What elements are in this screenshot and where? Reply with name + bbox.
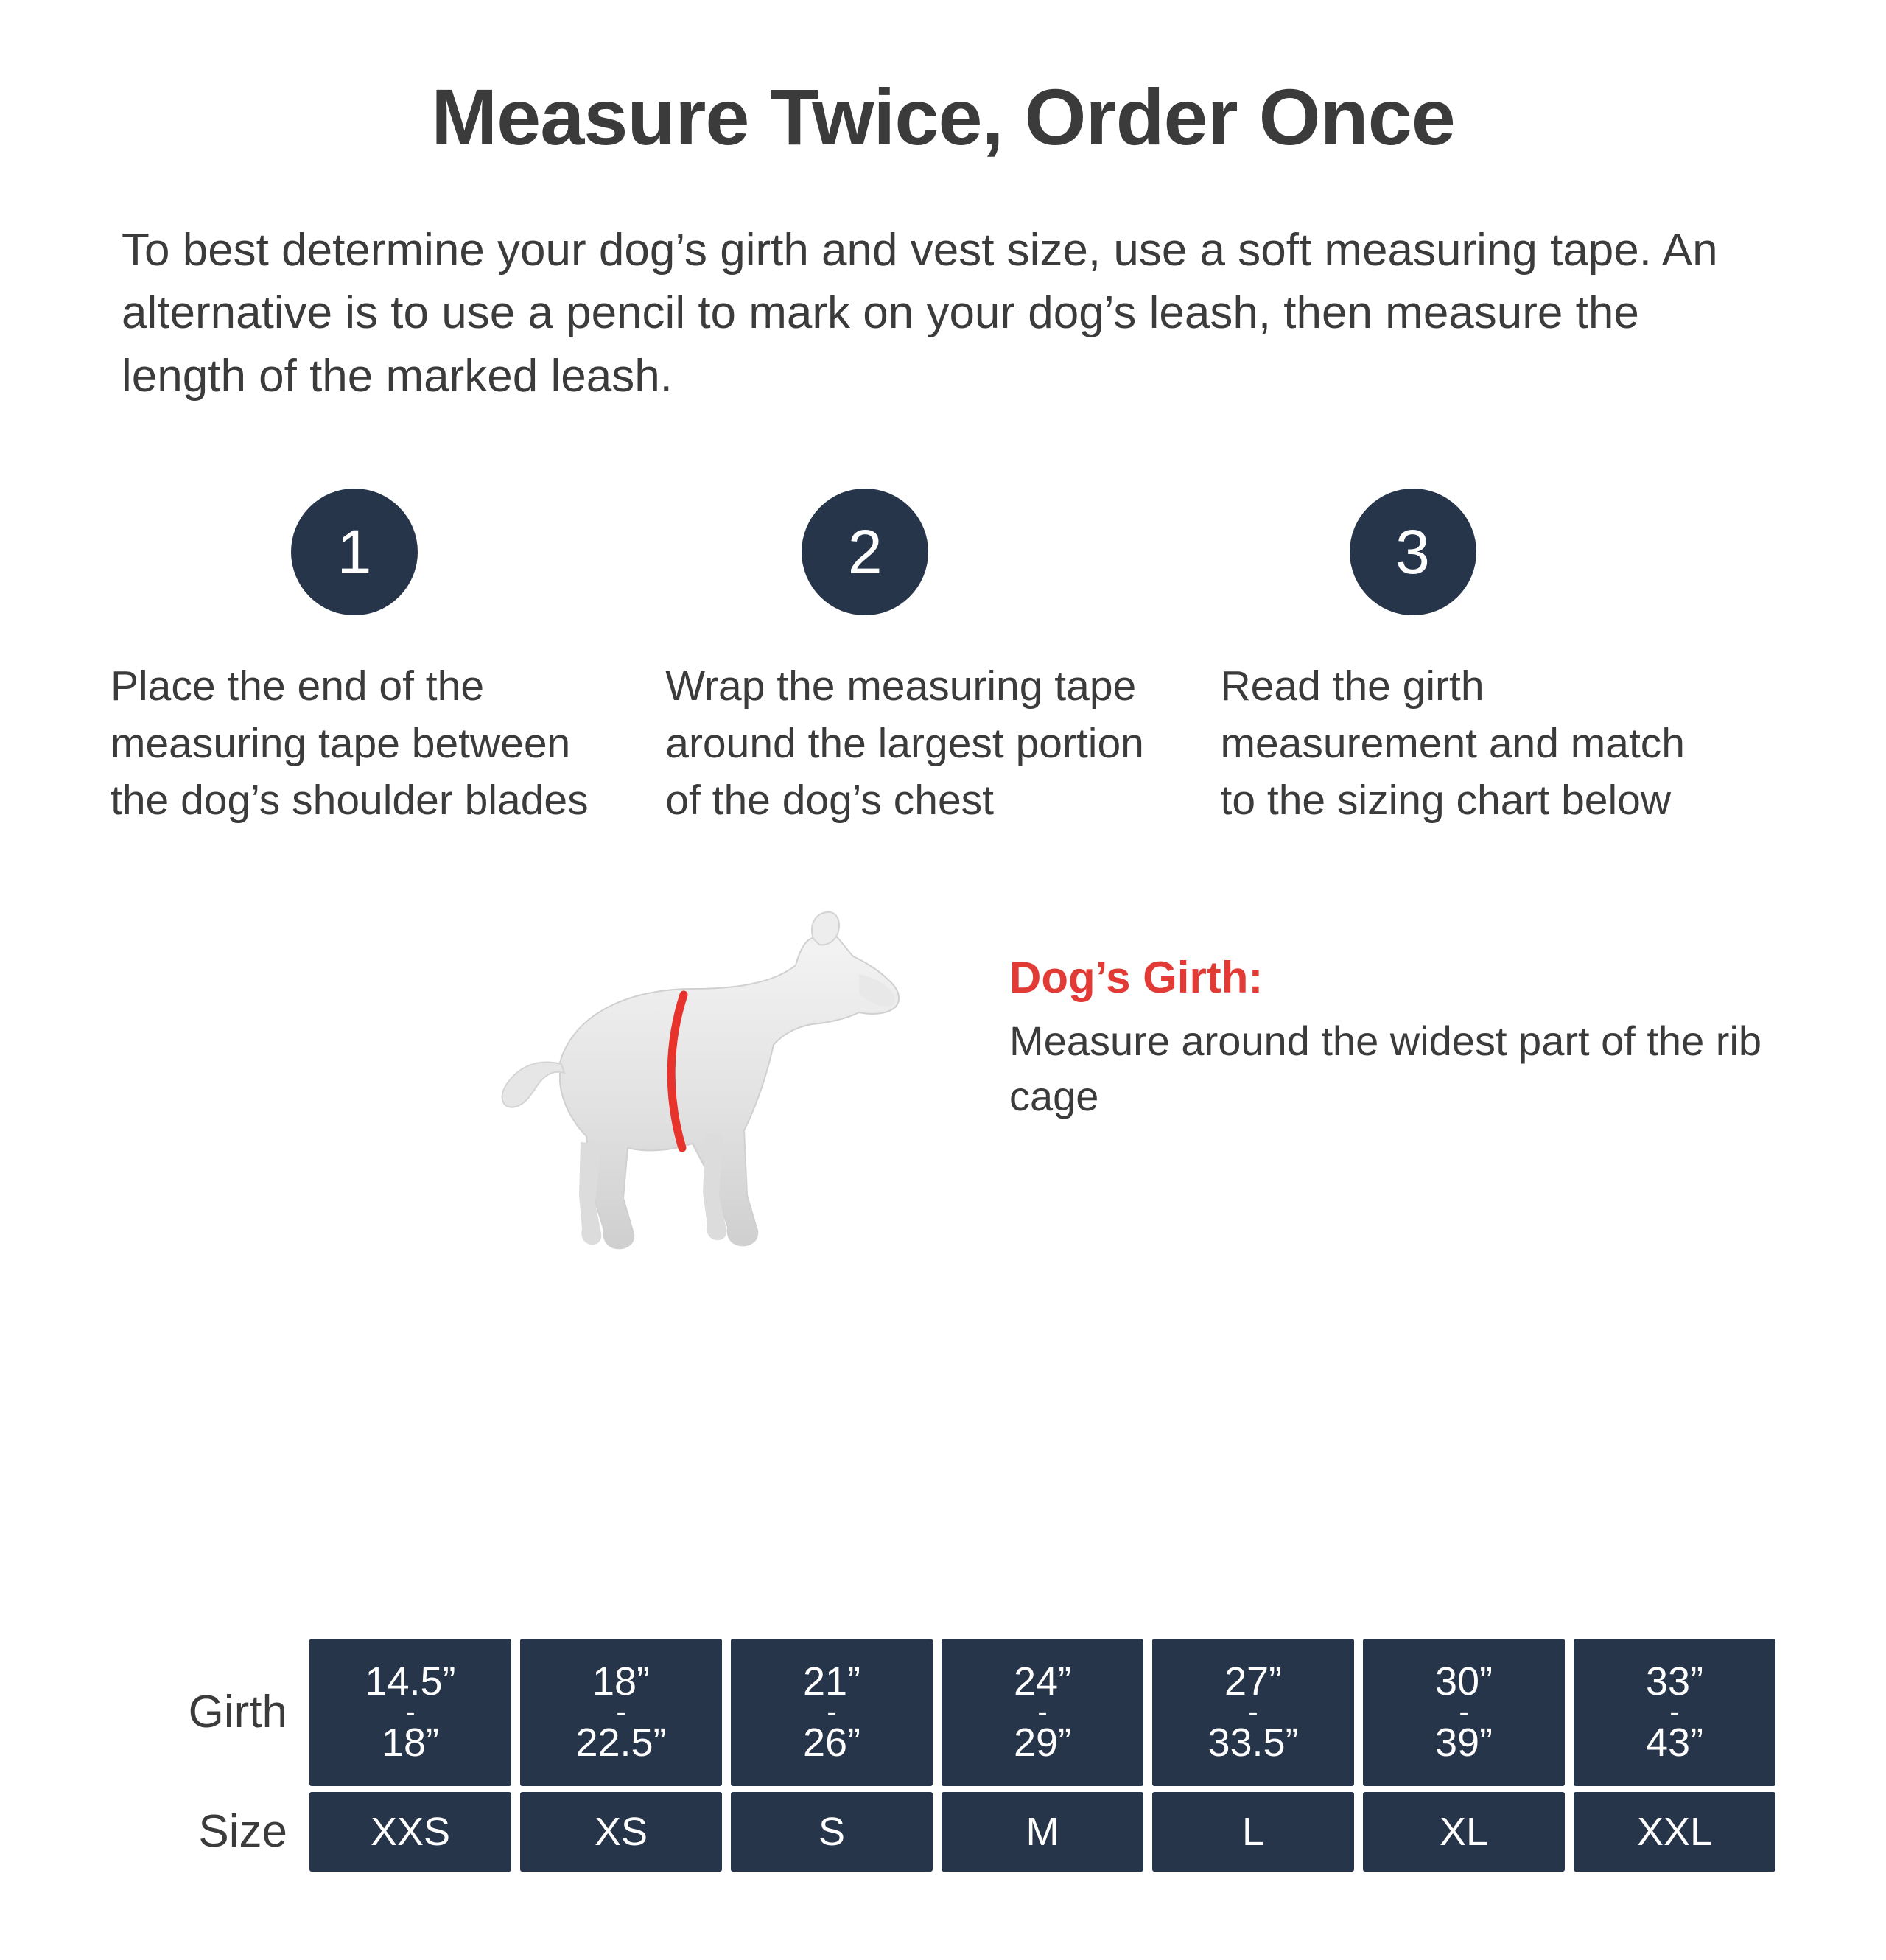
girth-max: 22.5” [575, 1721, 667, 1765]
girth-dash: - [616, 1696, 626, 1729]
step-description: Place the end of the measuring tape between the dog’s shoulder blades [111, 662, 589, 825]
size-row-label: Size [198, 1806, 287, 1857]
size-cell: XL [1363, 1792, 1565, 1872]
size-column [1152, 1639, 1354, 1872]
dog-illustration [449, 900, 980, 1269]
girth-cell [942, 1639, 1143, 1786]
girth-illustration-block [111, 900, 1775, 1269]
girth-min: 18” [592, 1659, 651, 1704]
page-title: Measure Twice, Order Once [431, 72, 1455, 161]
girth-dash: - [1459, 1696, 1469, 1729]
girth-cell [309, 1639, 511, 1786]
girth-max: 29” [1013, 1721, 1072, 1765]
girth-min: 27” [1224, 1659, 1283, 1704]
girth-max: 26” [802, 1721, 861, 1765]
girth-max: 39” [1434, 1721, 1493, 1765]
girth-dash: - [1037, 1696, 1048, 1729]
girth-dash: - [827, 1696, 837, 1729]
size-cell: M [942, 1792, 1143, 1872]
girth-cell [520, 1639, 722, 1786]
size-cell: S [731, 1792, 933, 1872]
steps-row [111, 489, 1775, 830]
step-item [1221, 489, 1775, 830]
step-description: Wrap the measuring tape around the largest portion of the dog’s chest [665, 662, 1144, 825]
girth-min: 14.5” [365, 1659, 456, 1704]
girth-min: 24” [1013, 1659, 1072, 1704]
size-column [942, 1639, 1143, 1872]
size-cell: XS [520, 1792, 722, 1872]
girth-callout-description: Measure around the widest part of the rib cage [1009, 1017, 1762, 1120]
girth-max: 43” [1645, 1721, 1704, 1765]
size-column [1574, 1639, 1775, 1872]
step-number-badge: 2 [802, 489, 928, 615]
girth-min: 21” [802, 1659, 861, 1704]
girth-cell [1574, 1639, 1775, 1786]
size-cell: L [1152, 1792, 1354, 1872]
step-number-badge: 1 [291, 489, 418, 615]
size-cell: XXL [1574, 1792, 1775, 1872]
size-guide-page [0, 74, 1886, 1960]
girth-callout [1009, 900, 1775, 1124]
step-item [665, 489, 1220, 830]
dog-silhouette-icon [449, 900, 936, 1269]
step-description: Read the girth measurement and match to the sizing chart below [1220, 662, 1685, 825]
size-cell: XXS [309, 1792, 511, 1872]
size-column [309, 1639, 511, 1872]
girth-min: 30” [1434, 1659, 1493, 1704]
girth-dash: - [1669, 1696, 1680, 1729]
step-number-badge: 3 [1350, 489, 1476, 615]
girth-callout-title: Dog’s Girth: [1009, 952, 1263, 1002]
girth-dash: - [1248, 1696, 1258, 1729]
girth-max: 18” [381, 1721, 440, 1765]
intro-paragraph: To best determine your dog’s girth and vest size, use a soft measuring tape. An alternative is to use a pencil to mark on your dog’s leash, then measure the length of the marked leash. [122, 224, 1718, 402]
step-item [111, 489, 665, 830]
size-chart [111, 1639, 1775, 1872]
size-column [731, 1639, 933, 1872]
girth-cell [731, 1639, 933, 1786]
girth-min: 33” [1645, 1659, 1704, 1704]
girth-row-label: Girth [188, 1687, 287, 1737]
girth-max: 33.5” [1207, 1721, 1299, 1765]
size-column [1363, 1639, 1565, 1872]
size-columns [309, 1639, 1775, 1872]
size-column [520, 1639, 722, 1872]
girth-cell [1363, 1639, 1565, 1786]
girth-cell [1152, 1639, 1354, 1786]
row-label-column [111, 1639, 309, 1872]
girth-dash: - [405, 1696, 416, 1729]
